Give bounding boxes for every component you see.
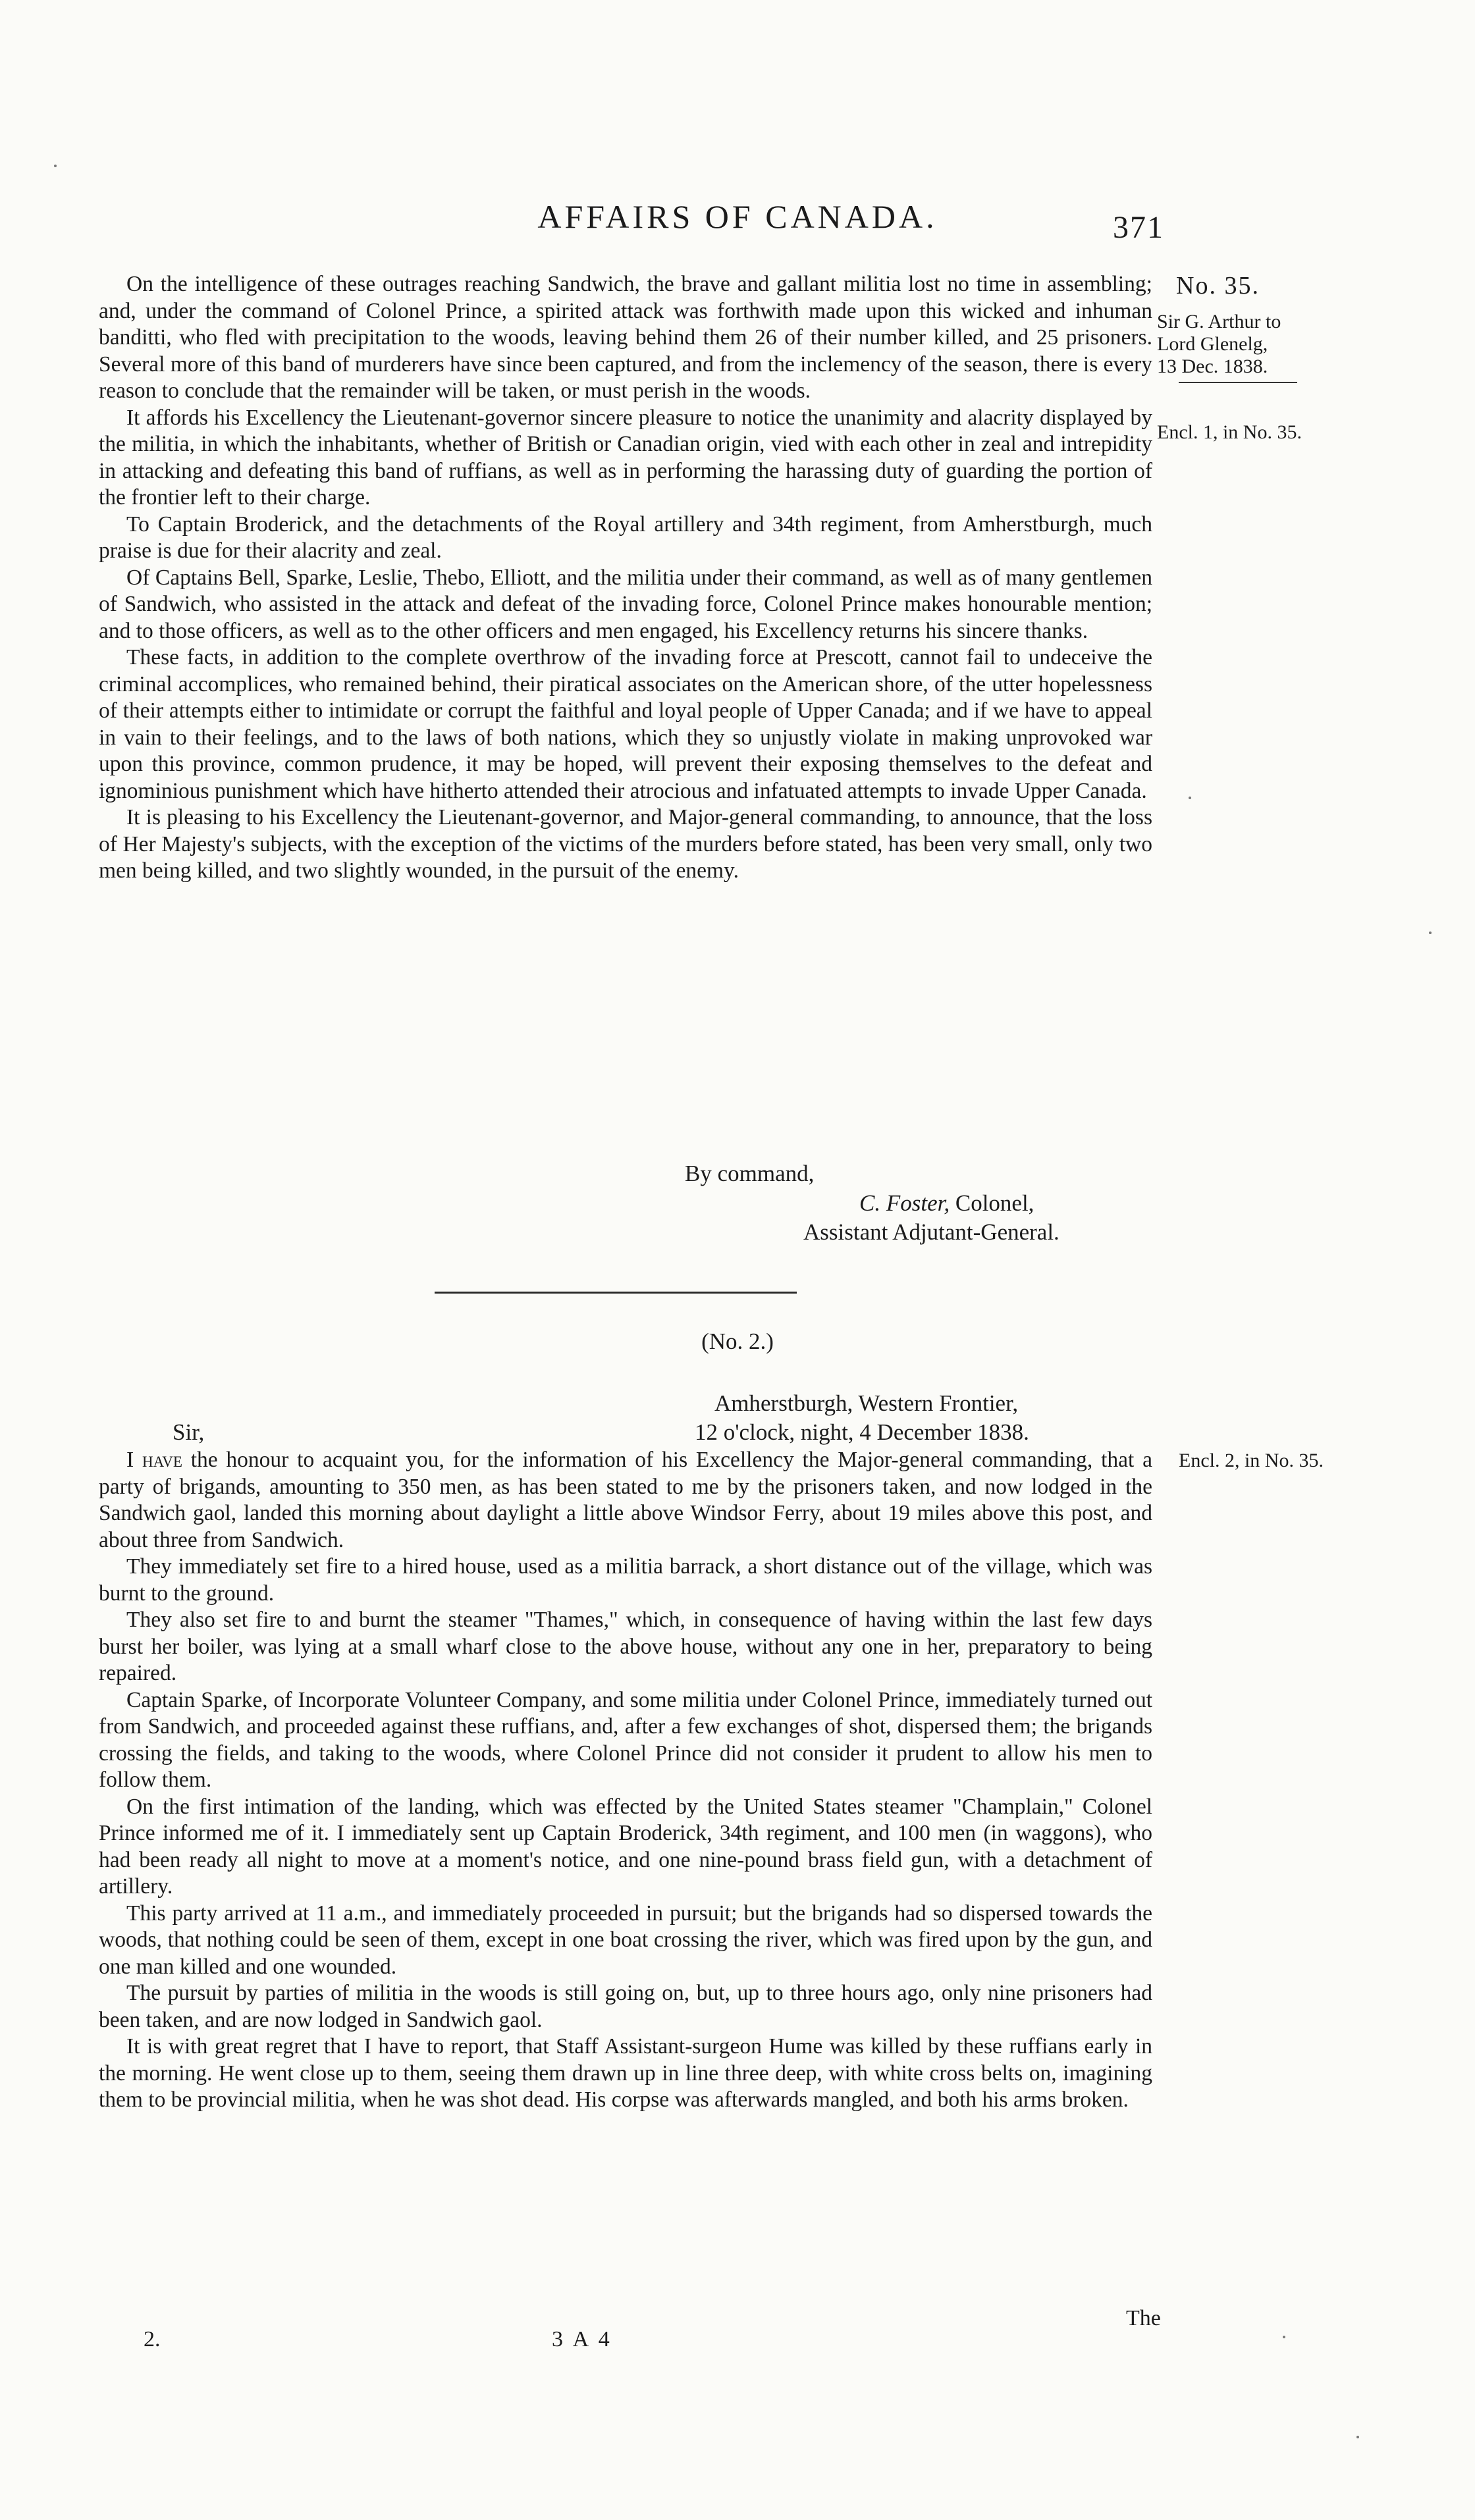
margin-note-to: Lord Glenelg, [1157,333,1268,355]
margin-note-from: Sir G. Arthur to [1157,311,1281,332]
paragraph-first [99,1447,1152,1554]
page-number: 371 [1113,210,1164,245]
paragraph: They also set fire to and burnt the steamer "Thames," which, in consequence of having within the last few days burst her boiler, was lying at a small wharf close to the above house, without any one in her, preparatory to being repaired. [99,1608,1152,1685]
margin-note-number [1176,272,1260,300]
paragraph: These facts, in addition to the complete overthrow of the invading force at Prescott, cannot fail to undeceive the criminal accomplices, who remained behind, their piratical associates on the American shore, of the utter hopelessness of their attempts either to intimidate or corrupt the faithful and loyal people of Upper Canada; and if we have to appeal in vain to their feelings, and to the laws of both nations, which they so unjustly violate in making unprovoked war upon this province, common prudence, it may be hoped, will prevent their exposing themselves to the defeat and ignominious punishment which have hitherto attended their atrocious and infatuated attempts to invade Upper Canada. [99,645,1152,803]
page-title: AFFAIRS OF CANADA. [537,198,938,235]
paragraph: It is with great regret that I have to report, that Staff Assistant-surgeon Hume was killed by these ruffians early in the morning. He went close up to them, seeing them drawn up in line three deep, with white cross belts on, imagining them to be provincial militia, when he was shot dead. His corpse was afterwards mangled, and both his arms broken. [99,2034,1152,2112]
signature-name-line [859,1190,1034,1217]
margin-note-number-text: No. 35. [1176,272,1260,300]
signature-name: C. Foster, [859,1190,950,1216]
enclosure-2-place: Amherstburgh, Western Frontier, [714,1390,1019,1416]
salutation: Sir, [173,1419,205,1445]
enclosure-2-number: (No. 2.) [701,1328,774,1354]
scan-speck [54,165,57,167]
enclosure-1-body [99,271,1152,885]
enclosure-2-body [99,1447,1152,2114]
scan-speck [1189,797,1191,799]
signature-title: Assistant Adjutant-General. [803,1219,1059,1245]
margin-note-date: 13 Dec. 1838. [1157,355,1268,377]
enclosure-2-time: 12 o'clock, night, 4 December 1838. [695,1419,1029,1445]
paragraph: To Captain Broderick, and the detachments of the Royal artillery and 34th regiment, from Amherstburgh, much praise is due for their alacrity and zeal. [99,512,1152,563]
signature-by-command: By command, [685,1161,815,1186]
margin-note-enclosure-1: Encl. 1, in No. 35. [1157,421,1302,443]
paragraph: Of Captains Bell, Sparke, Leslie, Thebo, Elliott, and the militia under their command, as well as of many gentlemen of Sandwich, who assisted in the attack and defeat of the invading force, Colonel Prince makes honourable mention; and to those officers, as well as to the other officers and men engaged, his Excellency returns his sincere thanks. [99,565,1152,643]
signature-rank: Colonel, [955,1190,1034,1216]
margin-note-rule [1179,382,1297,383]
paragraph-first-text: the honour to acquaint you, for the information of his Excellency the Major-general commanding, that a party of brigands, amounting to 350 men, as has been stated to me by the prisoners taken, and now lodged in the Sandwich gaol, landed this morning about daylight a little above Windsor Ferry, about 19 miles above this post, and about three from Sandwich. [99,1448,1152,1552]
first-word: I have [126,1448,182,1472]
scan-speck [1283,2336,1285,2338]
paragraph: The pursuit by parties of militia in the woods is still going on, but, up to three hours ago, only nine prisoners had been taken, and are now lodged in Sandwich gaol. [99,1981,1152,2032]
paragraph: It is pleasing to his Excellency the Lieutenant-governor, and Major-general commanding, to announce, that the loss of Her Majesty's subjects, with the exception of the victims of the murders before stated, has been very small, only two men being killed, and two slightly wounded, in the pursuit of the enemy. [99,805,1152,883]
catchword: The [1126,2306,1161,2330]
signature-mark: 3 A 4 [552,2327,612,2351]
paragraph: On the first intimation of the landing, which was effected by the United States steamer "Champlain," Colonel Prince informed me of it. I immediately sent up Captain Broderick, 34th regiment, and 100 men (in waggons), who had been ready all night to move at a moment's notice, and one nine-pound brass field gun, with a detachment of artillery. [99,1794,1152,1899]
paragraph: They immediately set fire to a hired house, used as a militia barrack, a short distance out of the village, which was burnt to the ground. [99,1554,1152,1606]
footer-number: 2. [144,2327,161,2351]
paragraph: Captain Sparke, of Incorporate Volunteer Company, and some militia under Colonel Prince, immediately turned out from Sandwich, and proceeded against these ruffians, and, after a few exchanges of shot, dispersed them; the brigands crossing the fields, and taking to the woods, where Colonel Prince did not consider it prudent to allow his men to follow them. [99,1687,1152,1792]
margin-note-enclosure-2: Encl. 2, in No. 35. [1179,1450,1324,1471]
paragraph: It affords his Excellency the Lieutenant-governor sincere pleasure to notice the unanimity and alacrity displayed by the militia, in which the inhabitants, whether of British or Canadian origin, vied with each other in zeal and intrepidity in attacking and defeating this band of ruffians, as well as in performing the harassing duty of guarding the portion of the frontier left to their charge. [99,405,1152,510]
scan-speck [1356,2436,1359,2438]
paragraph: This party arrived at 11 a.m., and immediately proceeded in pursuit; but the brigands had so dispersed towards the woods, that nothing could be seen of them, except in one boat crossing the river, which was fired upon by the gun, and one man killed and one wounded. [99,1901,1152,1979]
paragraph: On the intelligence of these outrages reaching Sandwich, the brave and gallant militia lost no time in assembling; and, under the command of Colonel Prince, a spirited attack was forthwith made upon this wicked and inhuman banditti, who fled with precipitation to the woods, leaving behind them 26 of their number killed, and 25 prisoners. Several more of this band of murderers have since been captured, and from the inclemency of the season, there is every reason to conclude that the remainder will be taken, or must perish in the woods. [99,272,1152,403]
section-divider [435,1292,797,1294]
scan-speck [1429,932,1432,934]
